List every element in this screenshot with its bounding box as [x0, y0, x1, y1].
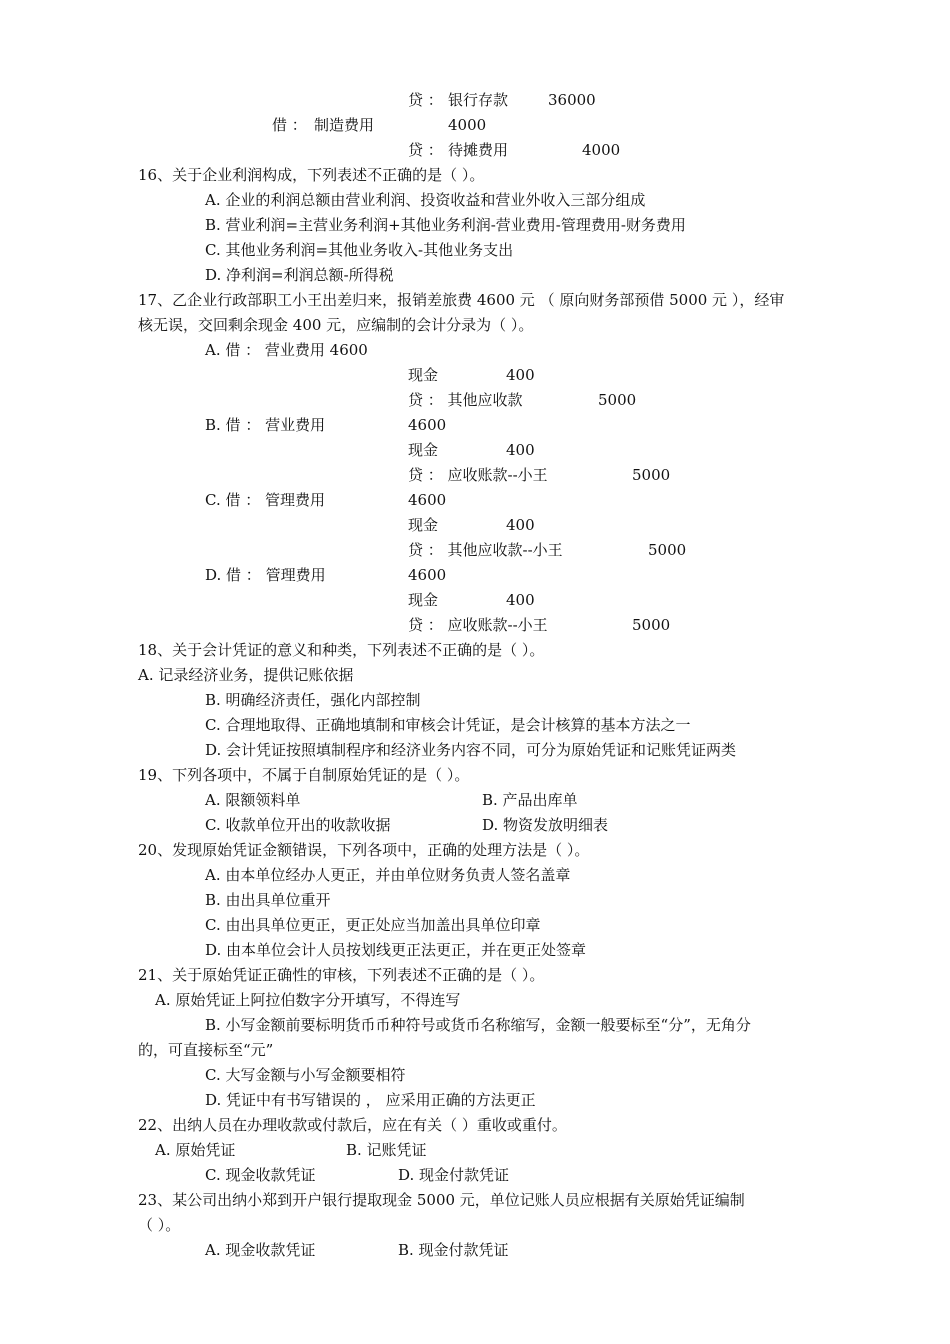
entry-amount: 36000 [548, 91, 596, 109]
q23-option-a: A. 现金收款凭证 [205, 1241, 316, 1259]
entry-account: 贷 ： 应收账款--小王 [408, 466, 548, 484]
entry-amount: 400 [506, 441, 535, 459]
entry-account: 贷 ： 其他应收款--小王 [408, 541, 563, 559]
entry-amount: 5000 [632, 616, 671, 634]
q18-option-d: D. 会计凭证按照填制程序和经济业务内容不同，可分为原始凭证和记账凭证两类 [205, 741, 737, 759]
question-18-stem: 18、关于会计凭证的意义和种类，下列表述不正确的是（ ）。 [138, 641, 545, 659]
q21-option-c: C. 大写金额与小写金额要相符 [205, 1066, 406, 1084]
entry-amount: 400 [506, 366, 535, 384]
q16-option-c: C. 其他业务利润=其他业务收入-其他业务支出 [205, 241, 514, 259]
entry-direction: 贷 ： [408, 91, 443, 109]
entry-account: 现金 [408, 591, 439, 609]
entry-account: 现金 [408, 366, 439, 384]
q19-option-d: D. 物资发放明细表 [482, 816, 609, 834]
q22-option-c: C. 现金收款凭证 [205, 1166, 316, 1184]
option-label: B. 借 ： 营业费用 [205, 416, 326, 434]
entry-direction: 借 ： [272, 116, 307, 134]
q16-option-a: A. 企业的利润总额由营业利润、投资收益和营业外收入三部分组成 [205, 191, 646, 209]
question-22-stem: 22、出纳人员在办理收款或付款后，应在有关（ ）重收或重付。 [138, 1116, 567, 1134]
option-label: D. 借 ： 管理费用 [205, 566, 326, 584]
entry-account: 现金 [408, 516, 439, 534]
entry-account: 银行存款 [448, 91, 509, 109]
q19-option-c: C. 收款单位开出的收款收据 [205, 816, 391, 834]
question-19-stem: 19、下列各项中，不属于自制原始凭证的是（ ）。 [138, 766, 470, 784]
q18-option-c: C. 合理地取得、正确地填制和审核会计凭证，是会计核算的基本方法之一 [205, 716, 691, 734]
q20-option-c: C. 由出具单位更正，更正处应当加盖出具单位印章 [205, 916, 541, 934]
q20-option-b: B. 由出具单位重开 [205, 891, 331, 909]
entry-direction: 贷 ： [408, 141, 443, 159]
entry-account: 贷 ： 应收账款--小王 [408, 616, 548, 634]
q19-option-b: B. 产品出库单 [482, 791, 578, 809]
q20-option-d: D. 由本单位会计人员按划线更正法更正，并在更正处签章 [205, 941, 587, 959]
entry-account: 制造费用 [314, 116, 375, 134]
question-23-stem: 23、某公司出纳小郑到开户银行提取现金 5000 元，单位记账人员应根据有关原始凭证编制 [138, 1191, 745, 1209]
entry-amount: 4000 [448, 116, 487, 134]
question-17-stem: 17、乙企业行政部职工小王出差归来，报销差旅费 4600 元 （ 原向财务部预借 5000 元 ），经审 [138, 291, 785, 309]
entry-amount: 400 [506, 516, 535, 534]
entry-account: 贷 ： 其他应收款 [408, 391, 523, 409]
question-20-stem: 20、发现原始凭证金额错误，下列各项中，正确的处理方法是（ ）。 [138, 841, 590, 859]
q21-option-b: B. 小写金额前要标明货币币种符号或货币名称缩写，金额一般要标至“分”，无角分 [205, 1016, 751, 1034]
q18-option-b: B. 明确经济责任，强化内部控制 [205, 691, 421, 709]
entry-amount: 4600 [408, 416, 447, 434]
question-21-stem: 21、关于原始凭证正确性的审核，下列表述不正确的是（ ）。 [138, 966, 545, 984]
entry-account: 待摊费用 [448, 141, 509, 159]
q22-option-b: B. 记账凭证 [346, 1141, 427, 1159]
q21-option-d: D. 凭证中有书写错误的 ， 应采用正确的方法更正 [205, 1091, 536, 1109]
q17-option-a: A. 借 ： 营业费用 4600 [205, 341, 368, 359]
q21-option-a: A. 原始凭证上阿拉伯数字分开填写，不得连写 [155, 991, 461, 1009]
q20-option-a: A. 由本单位经办人更正，并由单位财务负责人签名盖章 [205, 866, 571, 884]
entry-account: 现金 [408, 441, 439, 459]
question-16-stem: 16、关于企业利润构成，下列表述不正确的是（ ）。 [138, 166, 485, 184]
question-17-stem-cont: 核无误，交回剩余现金 400 元，应编制的会计分录为（ ）。 [138, 316, 534, 334]
entry-amount: 400 [506, 591, 535, 609]
question-23-stem-cont: （ ）。 [138, 1216, 181, 1234]
entry-amount: 4000 [582, 141, 621, 159]
option-label: C. 借 ： 管理费用 [205, 491, 326, 509]
q19-option-a: A. 限额领料单 [205, 791, 301, 809]
entry-amount: 4600 [408, 491, 447, 509]
q22-option-d: D. 现金付款凭证 [398, 1166, 510, 1184]
entry-amount: 5000 [598, 391, 637, 409]
q16-option-d: D. 净利润=利润总额-所得税 [205, 266, 394, 284]
q16-option-b: B. 营业利润=主营业务利润+其他业务利润-营业费用-管理费用-财务费用 [205, 216, 686, 234]
q21-option-b-cont: 的，可直接标至“元” [138, 1041, 274, 1059]
entry-amount: 4600 [408, 566, 447, 584]
q18-option-a: A. 记录经济业务，提供记账依据 [138, 666, 354, 684]
entry-amount: 5000 [648, 541, 687, 559]
q22-option-a: A. 原始凭证 [155, 1141, 236, 1159]
q23-option-b: B. 现金付款凭证 [398, 1241, 509, 1259]
entry-amount: 5000 [632, 466, 671, 484]
